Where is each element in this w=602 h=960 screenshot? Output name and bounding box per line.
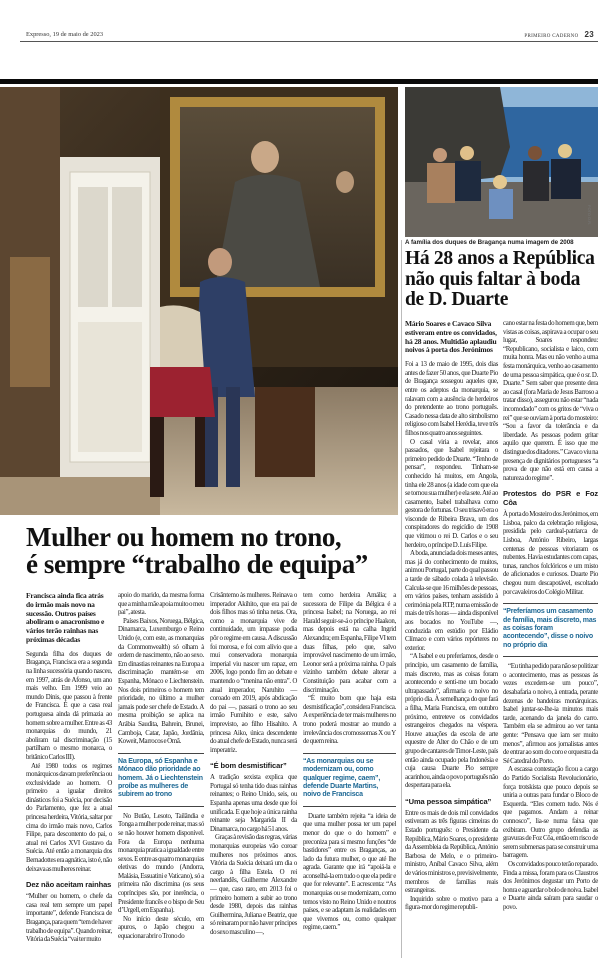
headline-line-2: é sempre “trabalho de equipa” (26, 549, 368, 579)
side-photo-caption: A família dos duques de Bragança numa imagem de 2008 (405, 239, 574, 246)
main-headline (26, 524, 396, 578)
paragraph: A tradição sexista explica que Portugal só tenha tido duas rainhas reinantes; o Reino Unido, seis, ou Espanha apenas uma desde que foi unificada. E que hoje a única rainha reinante seja Margarida II da Dinamarca, no cargo há 51 anos. (210, 774, 297, 833)
paragraph: Foi a 13 de maio de 1995, dois dias antes de fazer 50 anos, que Duarte Pio de Bragança sossegou aqueles que, entre os adeptos da monarquia, se ralavam com a ausência de herdeiros do pretendente ao trono português. Casado nessa data de alto simbolismo religioso com Isabel Herédia, teve três filhos nos quatro anos seguintes. (405, 361, 498, 437)
paragraph: A escassa contestação ficou a cargo do Partido Socialista Revolucionário, força trotskista que pouco depois se uniria a outras para fundar o Bloco de Esquerda. “Eles comem tudo. Nós é que pagamos. Andam a reinar connosco”, lia-se numa faixa que exibiram. Outro grupo defendia as gravuras de Foz Côa, então em risco de serem submersas para se construir uma barragem. (503, 766, 598, 860)
paragraph: Graças à revisão das regras, várias monarquias europeias vão coroar mulheres nos próximos anos. Vitória da Suécia deixará um dia o cargo à filha Estela. O rei neerlandês, Guilherme Alexandre — que, caso raro, em 2013 foi o primeiro homem a subir ao trono desde 1980, depois das rainhas Guilhermina, Juliana e Beatriz, que só reinaram por não haver príncipes do sexo masculino —, (210, 834, 297, 936)
paragraph: Entre os mais de dois mil convidados estiveram as três figuras cimeiras do Estado português: o Presidente da República, Mário Soares, o presidente da Assembleia da República, António Barbosa de Melo, e o primeiro-ministro, Aníbal Cavaco Silva, além de vários ministros e, previsivelmente, membros de famílias reais estrangeiras. (405, 809, 498, 895)
subhead: Protestos do PSR e Foz Côa (503, 489, 598, 508)
paragraph: Duarte também rejeita “a ideia de que uma mulher possa ter um papel menor do que o do homem” e preconiza para si mesmo funções “de bastidores” entre os Braganças, ao lado da futura mulher, o que até lhe agrada. Garante que irá “apoiá-la e aconselhá-la em tudo o que ela pedir e que for relevante”. E acrescenta: “As monarquias ou se modernizam, como temos visto no Reino Unido e noutros países, e se adaptam às realidades em que vivemos ou, como qualquer regime, caem.” (303, 812, 396, 932)
paragraph: tem como herdeira Amália; a sucessora de Filipe da Bélgica é a princesa Isabel; na Noruega, ao rei Harald seguir-se-á o príncipe Haakon, mas depois está na calha Ingrid Alexandra; em Espanha, Filipe VI tem duas filhas, pelo que, salvo improvável nascimento de um irmão, Leonor será a próxima rainha. O país vizinho também debate alterar a Constituição para acabar com a discriminação. (303, 592, 396, 694)
paragraph: Crisântemo às mulheres. Reinava o imperador Akihito, que era pai de dois filhos mas só tinha netas. Ora, como a monarquia vive de continuidade, um impasse podia pôr o regime em causa. A discussão foi morosa, e foi com alívio que a mui conservadora monarquia imperial viu nascer um rapaz, em 2006, logo pondo fim ao debate e mantendo o “menina não entra”. O atual imperador, Naruhito — coroado em 2019, após abdicação do pai —, passará o trono ao seu irmão Fumihito e este, salvo imprevisto, ao filho Hisahito. A princesa Aiko, única descendente do atual chefe de Estado, nunca será imperatriz. (210, 592, 297, 754)
paragraph: Segunda filha dos duques de Bragança, Francisca era a segunda na linha sucessória quando nasceu, em 1997, atrás de Afonso, um ano mais velho. Em 1999 veio ao mundo Dinis, que passou à frente de Francisca. É que a casa real portuguesa ainda dá primazia ao homem sobre a mulher. Entre as 43 monarquias do mundo, 21 aboliram tal discriminação (15 partilham o mesmo monarca, o britânico Carlos III). (26, 650, 112, 761)
paragraph: Inquirido sobre o motivo para a figura-mor do regime republi- (405, 895, 498, 912)
subhead: “Uma pessoa simpática” (405, 796, 492, 806)
side-article-headline: Há 28 anos a República não quis faltar à boda de D. Duarte (405, 248, 595, 310)
paragraph: No Butão, Lesoto, Tailândia e Tonga a mulher pode reinar, mas só se não houver homem disponível. Fora da Europa nenhuma monarquia pratica a igualdade entre sexos. E entre as quatro monarquias eletivas do mundo (Andorra, Malásia, Essuatini e Vaticano), só a primeira não discrimina (os seus copríncipes são, por inerência, o Presidente francês e o bispo de Seu d’Urgell, em Espanha). (118, 812, 204, 915)
paragraph: apoio do marido, da mesma forma que a minha mãe apoia muito o meu pai”, atesta. (118, 592, 204, 617)
paragraph: À porta do Mosteiro dos Jerónimos, em Lisboa, palco da celebração religiosa, presidida pelo cardeal-patriarca de Lisboa, António Ribeiro, largas centenas de pessoas vitoriaram os nubentes. Havia estudantes com capas, tunas, ranchos folclóricos e um misto de aficionados e curiosos. Duarte Pio chegou num descapotável, escoltado por cavaleiros do Colégio Militar. (503, 511, 598, 596)
pull-quote: “Preferíamos um casamento de família, mais discreto, mas as coisas foram acontecendo”, disse o noivo no próprio dia (503, 603, 598, 657)
main-article-dek: Francisca ainda fica atrás do irmão mais novo na sucessão. Outros países aboliram o anacronismo e vários terão rainhas nas próximas décadas (26, 591, 105, 644)
main-photo (0, 87, 398, 515)
paragraph: No início deste século, em apuros, o Japão chegou a equacionar abrir o Trono do (118, 915, 204, 941)
main-article-column-3 (210, 592, 297, 938)
photo-credit: FOTO D.R. (587, 205, 592, 226)
headline-line-1: Mulher ou homem no trono, (26, 522, 342, 552)
side-photo (405, 87, 598, 237)
paragraph: Países Baixos, Noruega, Bélgica, Dinamarca, Luxemburgo e Reino Unido (e, com este, as monarquias da Commonwealth) só olham à ordem de nascimento, não ao sexo. Em dinastias reinantes na Europa a discriminação mantém-se em Espanha, Mónaco e Liechtenstein. Nos dois primeiros o homem tem prioridade, no último a mulher jamais pode ser chefe de Estado. A mesma proibição se aplica na Arábia Saudita, Bahrein, Brunei, Camboja, Catar, Japão, Jordânia, Koweit, Marrocos e Omã. (118, 617, 204, 746)
paragraph: “É muito bom que haja esta desmistificação”, considera Francisca. A experiência de ter mais mulheres no trono poderá mostrar ao mundo a irrelevância dos cromossomas X ou Y de quem reina. (303, 695, 397, 746)
side-article-column-1 (405, 320, 498, 913)
main-article-column-2 (118, 592, 204, 942)
pull-quote: Na Europa, só Espanha e Mónaco dão prioridade ao homem. Já o Liechtenstein proíbe as mulheres de subirem ao trono (118, 753, 204, 807)
paragraph: “Mulher ou homem, o chefe da casa real tem sempre um papel importante”, defende Francisca de Bragança, para quem “tem de haver trabalho de equipa”. Quando reinar, Vitória da Suécia “vai ter muito (26, 893, 112, 944)
top-black-bar (0, 79, 598, 84)
paragraph: O casal viria a revelar, anos passados, que Isabel rejeitara o primeiro pedido de Duarte. “Tenho de pensar”, respondeu. Tinham-se conhecido há muitos, em Angola, tinha ele 28 anos (a idade com que ela se tornou sua mulher) e ela sete. Até ao casamento, Isabel trabalhava como gestora de fortunas. O seu trisavô era o visconde de Ribeira Brava, um dos conspiradores do regicídio de 1908 que vitimou o rei D. Carlos e o seu herdeiro, o príncipe D. Luís Filipe. (405, 438, 498, 549)
pull-quote: “As monarquias ou se modernizam ou, como qualquer regime, caem”, defende Duarte Martins, noivo de Francisca (303, 753, 396, 807)
paragraph: Os convidados pouco terão reparado. Finda a missa, foram para os Claustros dos Jerónimos degustar um Porto de honra e aguardar o bolo de noiva. Isabel e Duarte ainda saíram para saudar o povo. (503, 860, 598, 911)
side-article-column-2 (503, 320, 598, 912)
paragraph: A boda, anunciada dois meses antes, mas já do conhecimento de muitos, animou Portugal, parte do qual passou a tarde de sábado colada à televisão. Calcula-se que 16 milhões de pessoas, em vários países, tenham assistido à cerimónia pela RTP, numa emissão de mais de três horas — ainda disponível aos bocados no YouTube —, conduzida em estúdio por Eládio Clímaco e com vários repórteres no exterior. (405, 550, 498, 652)
column-divider (401, 240, 402, 958)
main-article-column-1 (26, 592, 112, 945)
main-article-column-4 (303, 592, 396, 933)
paragraph: cano estar na festa do homem que, bem vistas as coisas, aspirava a ocupar o seu lugar, Soares respondeu: “Republicano, socialista e laico, com muita honra. Mas eu não venho a uma festa monárquica, venho ao casamento de uma pessoa simpática, que é o sr. D. Duarte.” Sem saber que presente dera ao casal (fora Maria de Jesus Barroso a tratar disso), assegurou não estar “nada incomodado” com os gritos de “viva o rei” que se ouviam à porta do mosteiro: “Sou a favor da tolerância e da liberdade. As pessoas podem gritar aquilo que querem. É isso que me distingue dos ditadores.” Cavaco viu na presença de dignitários portugueses “a prova de que não está em causa a natureza do regime”. (503, 320, 598, 482)
subhead: Dez não aceitam rainhas (26, 880, 112, 890)
subhead: “É bom desmistificar” (210, 761, 287, 771)
paragraph: Até 1980 todos os regimes monárquicos davam preferência ou exclusividade ao homem. O primeiro a igualar direitos dinásticos foi a Suécia, por decisão do Parlamento, que fez a atual princesa herdeira, Vitória, saltar por cima do irmão mais novo, Carlos Filipe, para descontento do pai, o atual rei Carlos XVI Gustavo da Suécia. Até então a monarquia dos Bernadottes era agnática, isto é, não deixava as mulheres reinar. (26, 762, 112, 873)
edition-date: Expresso, 19 de maio de 2023 (26, 31, 104, 38)
page-number: 23 (584, 30, 594, 39)
side-article-dek: Mário Soares e Cavaco Silva estiveram entre os convidados, há 28 anos. Multidão aplaudiu noivos à porta dos Jerónimos (405, 319, 497, 355)
section-name: PRIMEIRO CADERNO (524, 34, 579, 39)
paragraph: “Eu tinha pedido para não se politizar o acontecimento, mas as pessoas às vezes excedem-se um pouco”, desabafaria o noivo, à entrada, perante dezenas de bandeiras monárquicas. Isabel juntar-se-lhe-ia minutos mais tarde, acenando da janela do carro. Também ela se admirou ao ver tanta gente: “Pensava que iam ser muito menos”, afirmou aos jornalistas antes de entrar ao som do coro e orquestra da Sé Catedral do Porto. (503, 663, 598, 765)
section-header (524, 30, 594, 39)
header-rule (20, 41, 598, 42)
paragraph: “A Isabel e eu preferíamos, desde o princípio, um casamento de família, mais discreto, mas as coisas foram acontecendo e senti-me um bocado ultrapassado”, afirmaria o noivo no próprio dia. À semelhança do que fará a filha, Maria Francisca, em outubro próximo, entreteve os convidados estrangeiros chegados na véspera. Houve atuações da escola de arte equestre de Alter do Chão e de um grupo de cantares de Timor-Leste, país então ainda ocupado pela Indonésia e cuja causa Duarte Pio sempre acarinhou, ainda o povo português não despertara para ela. (405, 653, 498, 790)
